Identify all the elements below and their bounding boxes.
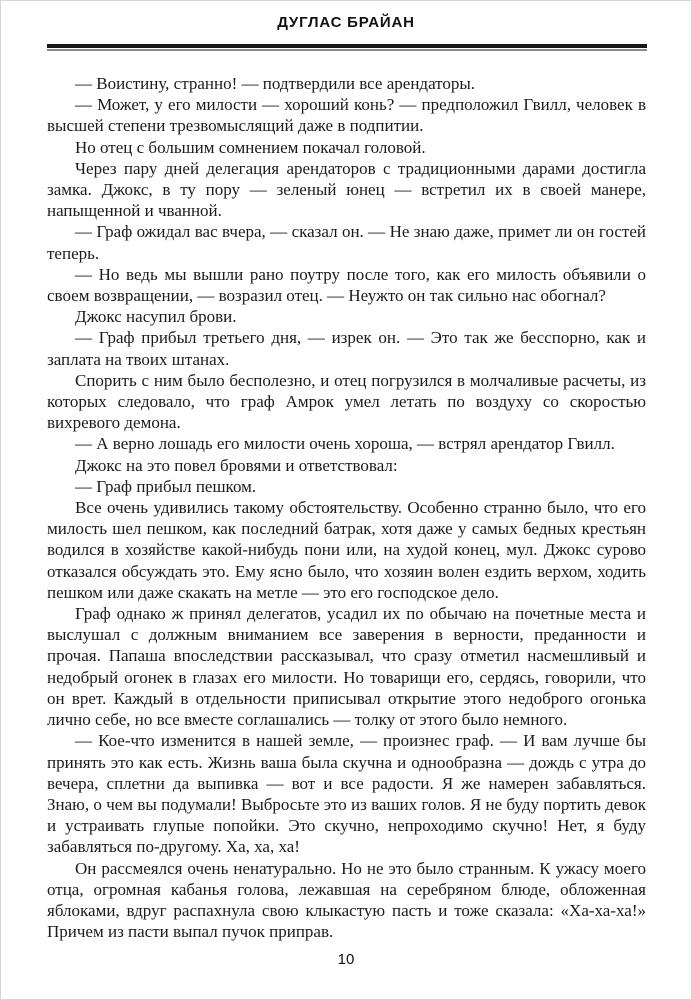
paragraph: — А верно лошадь его милости очень хороша, — встрял арендатор Гвилл.: [75, 434, 615, 454]
paragraph: — Граф прибыл третьего дня, — изрек он. — Это так же бесспорно, как и заплата на твоих штанах.: [47, 328, 646, 369]
paragraph: Он рассмеялся очень ненатурально. Но не это было странным. К ужасу моего отца, огромная кабанья голова, лежавшая на серебряном блюде, обложенная яблоками, вдруг распахнула свою клыкастую пасть и тоже сказала: «Ха-ха-ха!» Причем из пасти выпал пучок приправ.: [47, 858, 646, 942]
paragraph: Джокс насупил брови.: [75, 307, 237, 327]
paragraph: Джокс на это повел бровями и ответствовал:: [75, 455, 398, 475]
header-rule: [47, 44, 647, 51]
paragraph: Спорить с ним было бесполезно, и отец погрузился в молчаливые расчеты, из которых следовало, что граф Амрок умел летать по воздуху со скоростью вихревого демона.: [47, 370, 646, 433]
header-rule-thick-line: [47, 44, 647, 48]
paragraph: — Может, у его милости — хороший конь? — предположил Гвилл, человек в высшей степени трезвомыслящий даже в подпитии.: [47, 95, 646, 136]
header-rule-thin-line: [47, 49, 647, 51]
paragraph: — Граф ожидал вас вчера, — сказал он. — Не знаю даже, примет ли он гостей теперь.: [47, 222, 646, 263]
paragraph: Через пару дней делегация арендаторов с традиционными дарами достигла замка. Джокс, в ту пору — зеленый юнец — встретил их в своей манере, напыщенной и чванной.: [47, 158, 646, 221]
paragraph: — Воистину, странно! — подтвердили все арендаторы.: [75, 74, 476, 93]
body-text: [47, 73, 646, 942]
paragraph: — Кое-что изменится в нашей земле, — произнес граф. — И вам лучше бы принять это как есть. Жизнь ваша была скучна и однообразна — дождь с утра до вечера, сплетни да выпивка — вот и все радости. Я же намерен забавляться. Знаю, о чем вы подумали! Выбросьте это из ваших голов. Я не буду портить девок и устраивать глупые попойки. Это скучно, непроходимо скучно! Нет, я буду забавляться по-другому. Ха, ха, ха!: [47, 731, 646, 857]
paragraph: — Граф прибыл пешком.: [75, 476, 257, 496]
paragraph: Граф однако ж принял делегатов, усадил их по обычаю на почетные места и выслушал с должным вниманием все заверения в верности, преданности и прочая. Папаша впоследствии рассказывал, что сразу отметил насмешливый и недобрый огонек в глазах его милости. Но товарищи его, сердясь, говорили, что он врет. Каждый в отдельности приписывал открытие этого недоброго огонька лично себе, но все вместе соглашались — толку от этого было немного.: [47, 604, 646, 730]
paragraph: Все очень удивились такому обстоятельству. Особенно странно было, что его милость шел пешком, как последний батрак, хотя даже у самых бедных крестьян водился в хозяйстве какой-нибудь пони или, на худой конец, мул. Джокс сурово отказался обсуждать это. Ему ясно было, что хозяин волен ездить верхом, ходить пешком или даже скакать на метле — это его господское дело.: [47, 498, 646, 602]
running-head-title: ДУГЛАС БРАЙАН: [277, 14, 415, 31]
page-number: 10: [337, 951, 355, 968]
paragraph: Но отец с большим сомнением покачал головой.: [75, 137, 426, 157]
paragraph: — Но ведь мы вышли рано поутру после того, как его милость объявили о своем возвращении, — возразил отец. — Неужто он так сильно нас обогнал?: [47, 264, 646, 306]
